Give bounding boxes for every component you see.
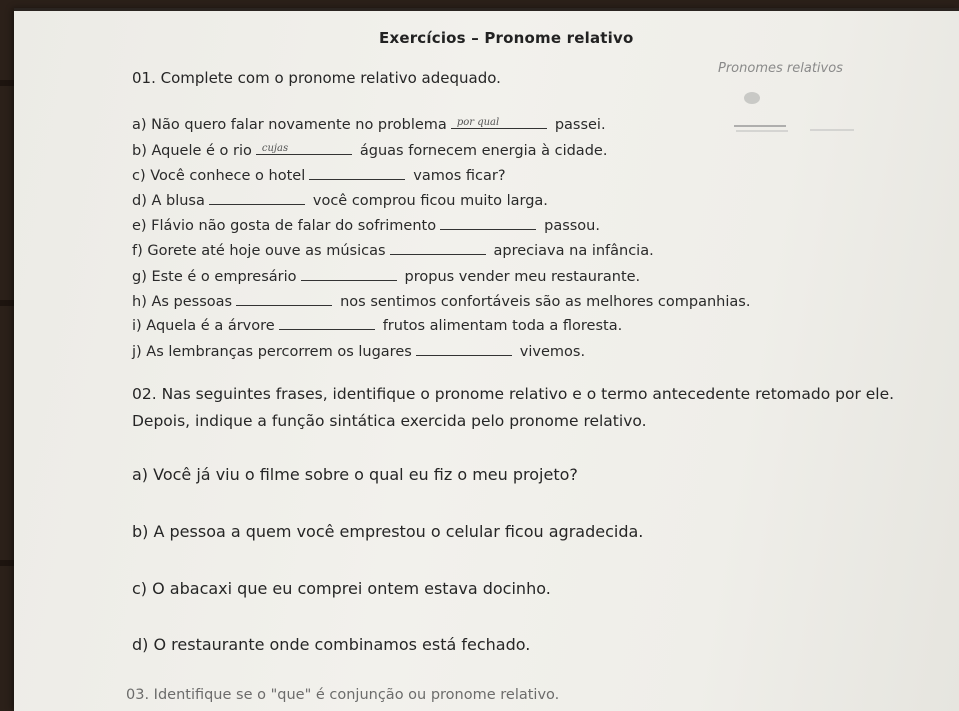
question-1-item bbox=[132, 266, 640, 285]
item-text-before: g) Este é o empresário bbox=[132, 269, 297, 285]
question-1-item bbox=[132, 140, 607, 159]
answer-blank[interactable] bbox=[416, 341, 512, 356]
answer-blank[interactable] bbox=[390, 240, 486, 255]
question-2-heading: 02. Nas seguintes frases, identifique o pronome relativo e o termo antecedente retomado por ele. Depois, indique a função sintática exercida pelo pronome relativo. bbox=[132, 385, 895, 430]
question-2-item: b) A pessoa a quem você emprestou o celular ficou agradecida. bbox=[132, 522, 644, 541]
answer-blank[interactable] bbox=[309, 165, 405, 180]
answer-blank[interactable] bbox=[451, 114, 547, 129]
question-1-item bbox=[132, 215, 600, 234]
item-text-before: h) As pessoas bbox=[132, 294, 233, 310]
side-note: Pronomes relativos bbox=[718, 61, 843, 76]
question-1-heading: 01. Complete com o pronome relativo adequado. bbox=[132, 69, 501, 87]
question-3-partial: 03. Identifique se o "que" é conjunção ou pronome relativo. bbox=[126, 687, 560, 703]
item-text-before: e) Flávio não gosta de falar do sofrimento bbox=[132, 218, 437, 234]
question-2-item: a) Você já viu o filme sobre o qual eu fiz o meu projeto? bbox=[132, 465, 578, 484]
item-text-before: i) Aquela é a árvore bbox=[132, 318, 275, 334]
pencil-doodle bbox=[714, 86, 874, 146]
item-text-after: águas fornecem energia à cidade. bbox=[359, 143, 608, 159]
answer-blank[interactable] bbox=[301, 266, 397, 281]
item-text-before: j) As lembranças percorrem os lugares bbox=[132, 344, 412, 360]
item-text-after: apreciava na infância. bbox=[493, 243, 654, 259]
answer-blank[interactable] bbox=[440, 215, 536, 230]
item-text-before: d) A blusa bbox=[132, 193, 205, 209]
item-text-after: vamos ficar? bbox=[413, 168, 506, 184]
item-text-after: passou. bbox=[544, 218, 600, 234]
question-1-item bbox=[132, 240, 654, 259]
worksheet-page bbox=[14, 8, 959, 711]
item-text-before: b) Aquele é o rio bbox=[132, 143, 252, 159]
answer-blank[interactable] bbox=[236, 291, 332, 306]
item-text-after: passei. bbox=[554, 117, 606, 133]
handwritten-answer: por qual bbox=[456, 117, 500, 128]
item-text-after: nos sentimos confortáveis são as melhores companhias. bbox=[340, 294, 751, 310]
answer-blank[interactable] bbox=[256, 140, 352, 155]
item-text-before: f) Gorete até hoje ouve as músicas bbox=[132, 243, 386, 259]
question-1-item bbox=[132, 190, 548, 209]
handwritten-answer: cujas bbox=[261, 143, 289, 154]
question-1-item bbox=[132, 291, 750, 310]
answer-blank[interactable] bbox=[279, 315, 375, 330]
item-text-before: a) Não quero falar novamente no problema bbox=[132, 117, 447, 133]
question-2-item: c) O abacaxi que eu comprei ontem estava docinho. bbox=[132, 579, 551, 598]
question-2-item: d) O restaurante onde combinamos está fechado. bbox=[132, 635, 531, 654]
question-1-item bbox=[132, 114, 606, 133]
question-1-item bbox=[132, 341, 585, 360]
item-text-before: c) Você conhece o hotel bbox=[132, 168, 306, 184]
question-1-item bbox=[132, 165, 506, 184]
question-1-item bbox=[132, 315, 622, 334]
item-text-after: frutos alimentam toda a floresta. bbox=[382, 318, 623, 334]
item-text-after: você comprou ficou muito larga. bbox=[312, 193, 548, 209]
item-text-after: vivemos. bbox=[519, 344, 586, 360]
answer-blank[interactable] bbox=[209, 190, 305, 205]
item-text-after: propus vender meu restaurante. bbox=[404, 269, 641, 285]
worksheet-title: Exercícios – Pronome relativo bbox=[379, 29, 634, 47]
